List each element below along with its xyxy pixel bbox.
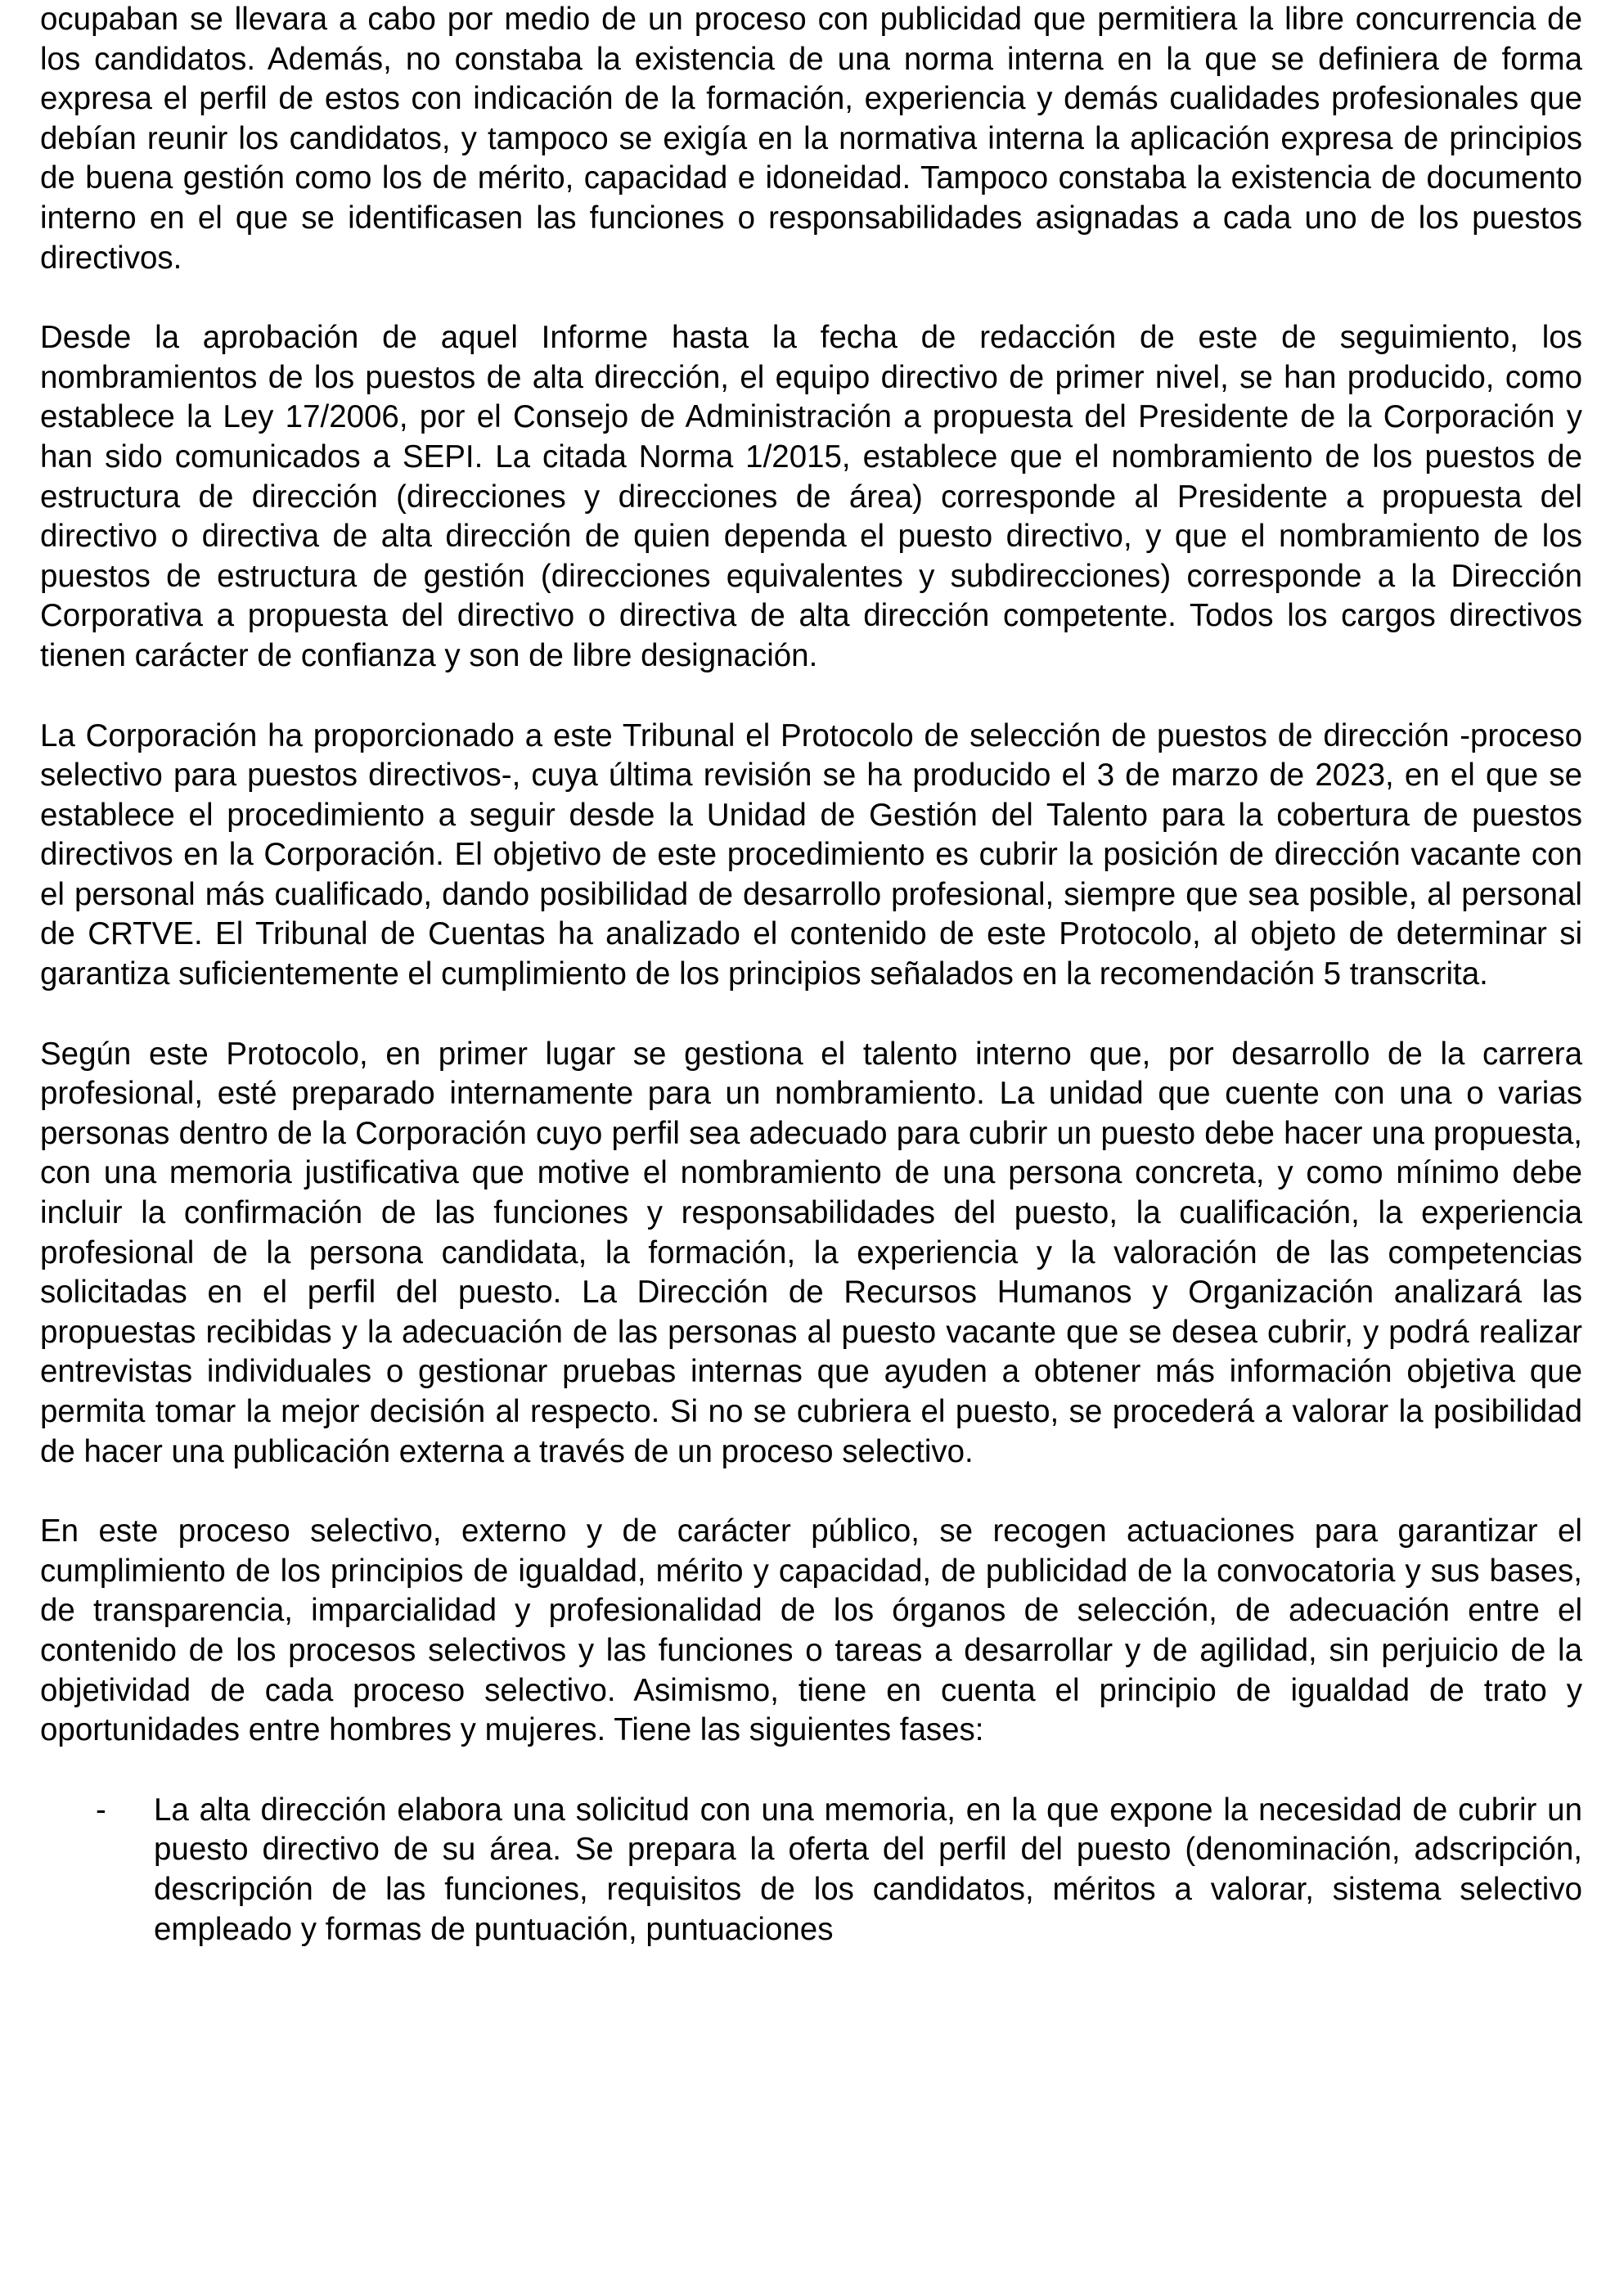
list-item	[40, 1791, 1582, 1949]
paragraph-2: Desde la aprobación de aquel Informe hasta la fecha de redacción de este de seguimiento, los nombramientos de los puestos de alta dirección, el equipo directivo de primer nivel, se han producido, como establece la Ley 17/2006, por el Consejo de Administración a propuesta del Presidente de la Corporación y han sido comunicados a SEPI. La citada Norma 1/2015, establece que el nombramiento de los puestos de estructura de dirección (direcciones y direcciones de área) corresponde al Presidente a propuesta del directivo o directiva de alta dirección de quien dependa el puesto directivo, y que el nombramiento de los puestos de estructura de gestión (direcciones equivalentes y subdirecciones) corresponde a la Dirección Corporativa a propuesta del directivo o directiva de alta dirección competente. Todos los cargos directivos tienen carácter de confianza y son de libre designación.	[40, 320, 1582, 673]
bullet-marker: -	[96, 1792, 106, 1828]
paragraph-5: En este proceso selectivo, externo y de carácter público, se recogen actuaciones para garantizar el cumplimiento de los principios de igualdad, mérito y capacidad, de publicidad de la convocatoria y sus bases, de transparencia, imparcialidad y profesionalidad de los órganos de selección, de adecuación entre el contenido de los procesos selectivos y las funciones o tareas a desarrollar y de agilidad, sin perjuicio de la objetividad de cada proceso selectivo. Asimismo, tiene en cuenta el principio de igualdad de trato y oportunidades entre hombres y mujeres. Tiene las siguientes fases:	[40, 1513, 1582, 1748]
list-item-text: La alta dirección elabora una solicitud con una memoria, en la que expone la necesidad de cubrir un puesto directivo de su área. Se prepara la oferta del perfil del puesto (denominación, adscripción, descripción de las funciones, requisitos de los candidatos, méritos a valorar, sistema selectivo empleado y formas de puntuación, puntuaciones	[154, 1792, 1582, 1947]
paragraph-4: Según este Protocolo, en primer lugar se gestiona el talento interno que, por desarrollo de la carrera profesional, esté preparado internamente para un nombramiento. La unidad que cuente con una o varias personas dentro de la Corporación cuyo perfil sea adecuado para cubrir un puesto debe hacer una propuesta, con una memoria justificativa que motive el nombramiento de una persona concreta, y como mínimo debe incluir la confirmación de las funciones y responsabilidades del puesto, la cualificación, la experiencia profesional de la persona candidata, la formación, la experiencia y la valoración de las competencias solicitadas en el perfil del puesto. La Dirección de Recursos Humanos y Organización analizará las propuestas recibidas y la adecuación de las personas al puesto vacante que se desea cubrir, y podrá realizar entrevistas individuales o gestionar pruebas internas que ayuden a obtener más información objetiva que permita tomar la mejor decisión al respecto. Si no se cubriera el puesto, se procederá a valorar la posibilidad de hacer una publicación externa a través de un proceso selectivo.	[40, 1036, 1582, 1469]
document-page	[40, 0, 1582, 1949]
paragraph-3: La Corporación ha proporcionado a este Tribunal el Protocolo de selección de puestos de dirección -proceso selectivo para puestos directivos-, cuya última revisión se ha producido el 3 de marzo de 2023, en el que se establece el procedimiento a seguir desde la Unidad de Gestión del Talento para la cobertura de puestos directivos en la Corporación. El objetivo de este procedimiento es cubrir la posición de dirección vacante con el personal más cualificado, dando posibilidad de desarrollo profesional, siempre que sea posible, al personal de CRTVE. El Tribunal de Cuentas ha analizado el contenido de este Protocolo, al objeto de determinar si garantiza suficientemente el cumplimiento de los principios señalados en la recomendación 5 transcrita.	[40, 717, 1582, 992]
phase-list	[40, 1791, 1582, 1949]
paragraph-1: ocupaban se llevara a cabo por medio de un proceso con publicidad que permitiera la libre concurrencia de los candidatos. Además, no constaba la existencia de una norma interna en la que se definiera de forma expresa el perfil de estos con indicación de la formación, experiencia y demás cualidades profesionales que debían reunir los candidatos, y tampoco se exigía en la normativa interna la aplicación expresa de principios de buena gestión como los de mérito, capacidad e idoneidad. Tampoco constaba la existencia de documento interno en el que se identificasen las funciones o responsabilidades asignadas a cada uno de los puestos directivos.	[40, 2, 1582, 276]
